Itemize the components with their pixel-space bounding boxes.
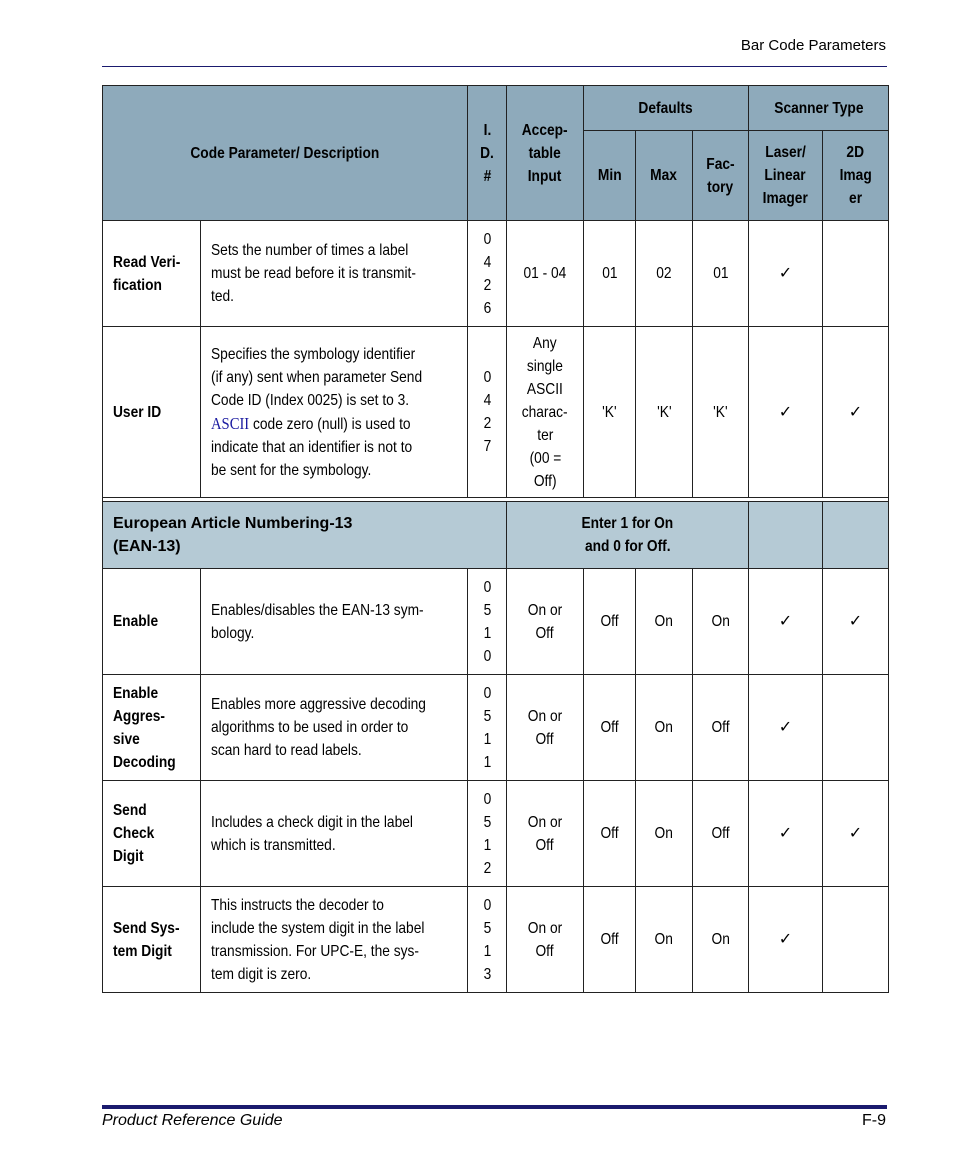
default-max: On [636,675,693,781]
table-row [103,781,889,887]
header-row-1 [103,86,889,131]
parameter-name: Send Sys- tem Digit [103,887,201,993]
running-header [741,37,886,54]
header-acceptable-input: Accep- table Input [507,86,584,221]
laser-check-icon: ✓ [749,781,823,887]
section-title: European Article Numbering-13 (EAN-13) [103,502,507,569]
ascii-term: ASCII [211,413,250,433]
header-rule [102,66,887,67]
default-max: 02 [636,221,693,327]
laser-check-icon: ✓ [749,675,823,781]
default-min: Off [584,675,636,781]
default-min: Off [584,781,636,887]
section-header-row [103,502,889,569]
header-code-parameter: Code Parameter/ Description [103,86,468,221]
parameter-name: Read Veri- fication [103,221,201,327]
header-min: Min [584,131,636,221]
default-factory: Off [693,675,749,781]
parameter-description: Specifies the symbology identifier (if any) sent when parameter Send Code ID (Index 0025) is set to 3. ASCII code zero (null) is used to indicate that an identifier is not to be sent for the symbology. [201,327,468,498]
parameter-id: 0 5 1 2 [468,781,507,887]
acceptable-input: 01 - 04 [507,221,584,327]
parameter-id: 0 4 2 7 [468,327,507,498]
parameter-name: Send Check Digit [103,781,201,887]
acceptable-input: On or Off [507,675,584,781]
footer-rule [102,1105,887,1109]
default-max: On [636,781,693,887]
laser-check-icon: ✓ [749,327,823,498]
default-max: 'K' [636,327,693,498]
parameter-name: Enable Aggres- sive Decoding [103,675,201,781]
parameter-description: Includes a check digit in the label which is transmitted. [201,781,468,887]
default-factory: On [693,569,749,675]
default-factory: 'K' [693,327,749,498]
default-factory: Off [693,781,749,887]
section-empty-cell [749,502,823,569]
header-factory: Fac- tory [693,131,749,221]
default-min: Off [584,569,636,675]
section-enter-note: Enter 1 for On and 0 for Off. [507,502,749,569]
header-defaults: Defaults [584,86,749,131]
section-empty-cell [823,502,889,569]
imager-2d-check-icon [823,221,889,327]
parameter-name: Enable [103,569,201,675]
parameter-name: User ID [103,327,201,498]
imager-2d-check-icon: ✓ [823,327,889,498]
parameter-description: This instructs the decoder to include the system digit in the label transmission. For UPC-E, the sys- tem digit is zero. [201,887,468,993]
parameter-id: 0 5 1 1 [468,675,507,781]
laser-check-icon: ✓ [749,221,823,327]
parameter-id: 0 4 2 6 [468,221,507,327]
default-min: 01 [584,221,636,327]
laser-check-icon: ✓ [749,887,823,993]
header-scanner-type: Scanner Type [749,86,889,131]
table-row [103,569,889,675]
parameter-description: Enables/disables the EAN-13 sym- bology. [201,569,468,675]
imager-2d-check-icon: ✓ [823,781,889,887]
parameter-description: Sets the number of times a label must be read before it is transmit- ted. [201,221,468,327]
laser-check-icon: ✓ [749,569,823,675]
table-row [103,327,889,498]
acceptable-input: On or Off [507,887,584,993]
acceptable-input: On or Off [507,781,584,887]
default-min: 'K' [584,327,636,498]
table-row [103,221,889,327]
acceptable-input: Any single ASCII charac- ter (00 = Off) [507,327,584,498]
footer-guide-title: Product Reference Guide [102,1112,283,1129]
parameter-id: 0 5 1 0 [468,569,507,675]
default-max: On [636,887,693,993]
parameter-id: 0 5 1 3 [468,887,507,993]
imager-2d-check-icon: ✓ [823,569,889,675]
running-header-text: Bar Code Parameters [740,37,886,54]
parameter-description: Enables more aggressive decoding algorithms to be used in order to scan hard to read labels. [201,675,468,781]
header-id: I. D. # [468,86,507,221]
default-factory: 01 [693,221,749,327]
acceptable-input: On or Off [507,569,584,675]
header-2d-imager: 2D Imag er [823,131,889,221]
header-max: Max [636,131,693,221]
table-row [103,887,889,993]
default-max: On [636,569,693,675]
table-row [103,675,889,781]
footer-page-number: F-9 [862,1112,886,1129]
parameter-table [102,85,889,993]
default-min: Off [584,887,636,993]
imager-2d-check-icon [823,675,889,781]
imager-2d-check-icon [823,887,889,993]
header-laser-linear-imager: Laser/ Linear Imager [749,131,823,221]
default-factory: On [693,887,749,993]
